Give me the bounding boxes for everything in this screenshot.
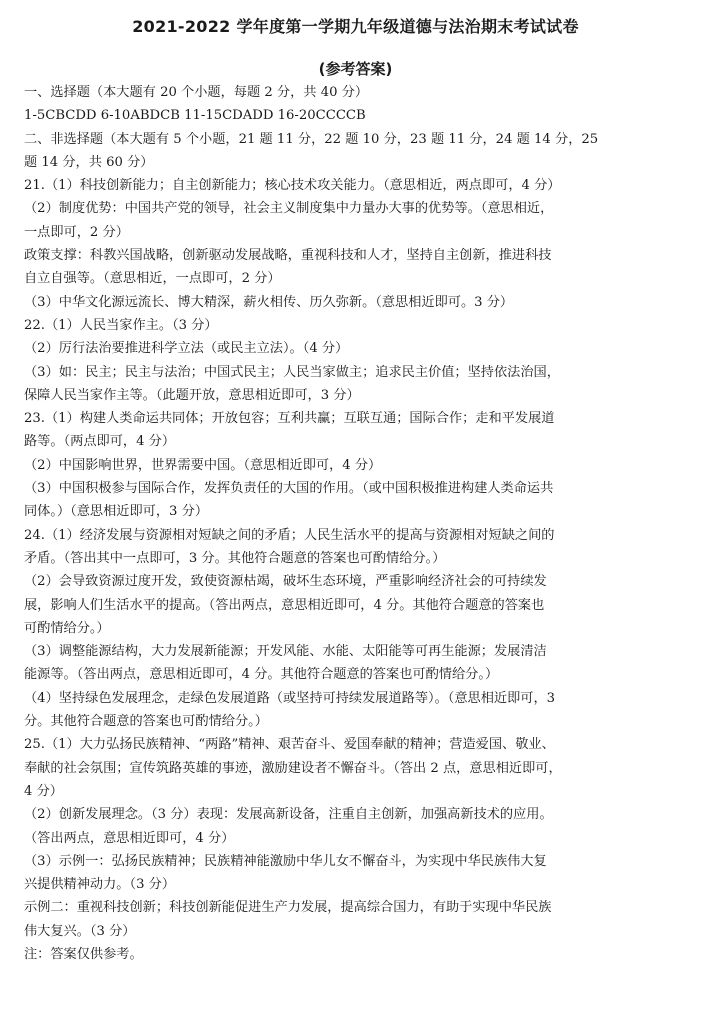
answer-line: 伟大复兴。（3 分） [24, 923, 136, 939]
answer-line: 自立自强等。（意思相近，一点即可，2 分） [24, 271, 281, 287]
answer-line: 1-5CBCDD 6-10ABDCB 11-15CDADD 16-20CCCCB [24, 108, 366, 124]
answer-line: 能源等。（答出两点，意思相近即可，4 分。其他符合题意的答案也可酌情给分。） [24, 667, 499, 683]
answer-line: （2）制度优势：中国共产党的领导，社会主义制度集中力量办大事的优势等。（意思相近， [24, 201, 554, 217]
page-title: 2021-2022 学年度第一学期九年级道德与法治期末考试试卷 [132, 17, 579, 36]
answer-line: （2）厉行法治要推进科学立法（或民主立法）。（4 分） [24, 341, 349, 357]
answer-line: 二、非选择题（本大题有 5 个小题，21 题 11 分，22 题 10 分，23 题 11 分，24 题 14 分，25 [24, 131, 599, 147]
answer-line: （3）如：民主；民主与法治；中国式民主；人民当家做主；追求民主价值；坚持依法治国， [24, 364, 560, 380]
answer-line: （2）中国影响世界，世界需要中国。（意思相近即可，4 分） [24, 457, 382, 473]
page-subtitle: (参考答案) [318, 60, 393, 78]
answer-line: 分。其他符合题意的答案也可酌情给分。） [24, 714, 268, 730]
answer-line: （3）中华文化源远流长、博大精深，薪火相传、历久弥新。（意思相近即可。3 分） [24, 294, 514, 310]
answer-line: （2）创新发展理念。（3 分）表现：发展高新设备，注重自主创新，加强高新技术的应用。 [24, 807, 553, 823]
answer-line: 可酌情给分。） [24, 620, 110, 636]
answer-line: （3）中国积极参与国际合作，发挥负责任的大国的作用。（或中国积极推进构建人类命运共 [24, 481, 554, 497]
answer-line: 一点即可，2 分） [24, 224, 129, 240]
answer-line: （4）坚持绿色发展理念，走绿色发展道路（或坚持可持续发展道路等）。（意思相近即可，3 [24, 690, 556, 706]
answer-line: 同体。）（意思相近即可，3 分） [24, 504, 209, 520]
answer-line: （3）示例一：弘扬民族精神；民族精神能激励中华儿女不懈奋斗，为实现中华民族伟大复 [24, 853, 547, 869]
answer-line: 24.（1）经济发展与资源相对短缺之间的矛盾；人民生活水平的提高与资源相对短缺之间的 [24, 527, 555, 543]
answer-line: （3）调整能源结构，大力发展新能源；开发风能、水能、太阳能等可再生能源；发展清洁 [24, 644, 547, 660]
answer-line: 22.（1）人民当家作主。（3 分） [24, 317, 218, 333]
answer-line: 政策支撑：科教兴国战略，创新驱动发展战略，重视科技和人才，坚持自主创新，推进科技 [24, 248, 552, 264]
answer-line: 21.（1）科技创新能力；自主创新能力；核心技术攻关能力。（意思相近，两点即可，4 分） [24, 178, 561, 194]
answer-content [24, 81, 691, 966]
answer-line: 保障人民当家作主等。（此题开放，意思相近即可，3 分） [24, 387, 360, 403]
answer-line: 题 14 分，共 60 分） [24, 154, 154, 170]
answer-line: 奉献的社会氛围；宣传筑路英雄的事迹，激励建设者不懈奋斗。（答出 2 点，意思相近即可， [24, 760, 562, 776]
answer-line: 路等。（两点即可，4 分） [24, 434, 176, 450]
answer-line: 4 分） [24, 783, 63, 799]
answer-line: 一、选择题（本大题有 20 个小题，每题 2 分，共 40 分） [24, 85, 369, 100]
answer-line: （2）会导致资源过度开发，致使资源枯竭，破坏生态环境，严重影响经济社会的可持续发 [24, 574, 547, 590]
answer-line: 注：答案仅供参考。 [24, 946, 143, 962]
answer-line: 25.（1）大力弘扬民族精神、“两路”精神、艰苦奋斗、爱国奉献的精神；营造爱国、敬业、 [24, 737, 555, 753]
answer-line: 矛盾。（答出其中一点即可，3 分。其他符合题意的答案也可酌情给分。） [24, 550, 446, 566]
answer-line: 23.（1）构建人类命运共同体；开放包容；互利共赢；互联互通；国际合作；走和平发展道 [24, 411, 555, 427]
answer-line: 示例二：重视科技创新；科技创新能促进生产力发展，提高综合国力，有助于实现中华民族 [24, 900, 552, 916]
answer-line: 兴提供精神动力。（3 分） [24, 877, 176, 893]
answer-line: （答出两点，意思相近即可，4 分） [24, 830, 235, 846]
answer-line: 展，影响人们生活水平的提高。（答出两点，意思相近即可，4 分。其他符合题意的答案也 [24, 597, 545, 613]
